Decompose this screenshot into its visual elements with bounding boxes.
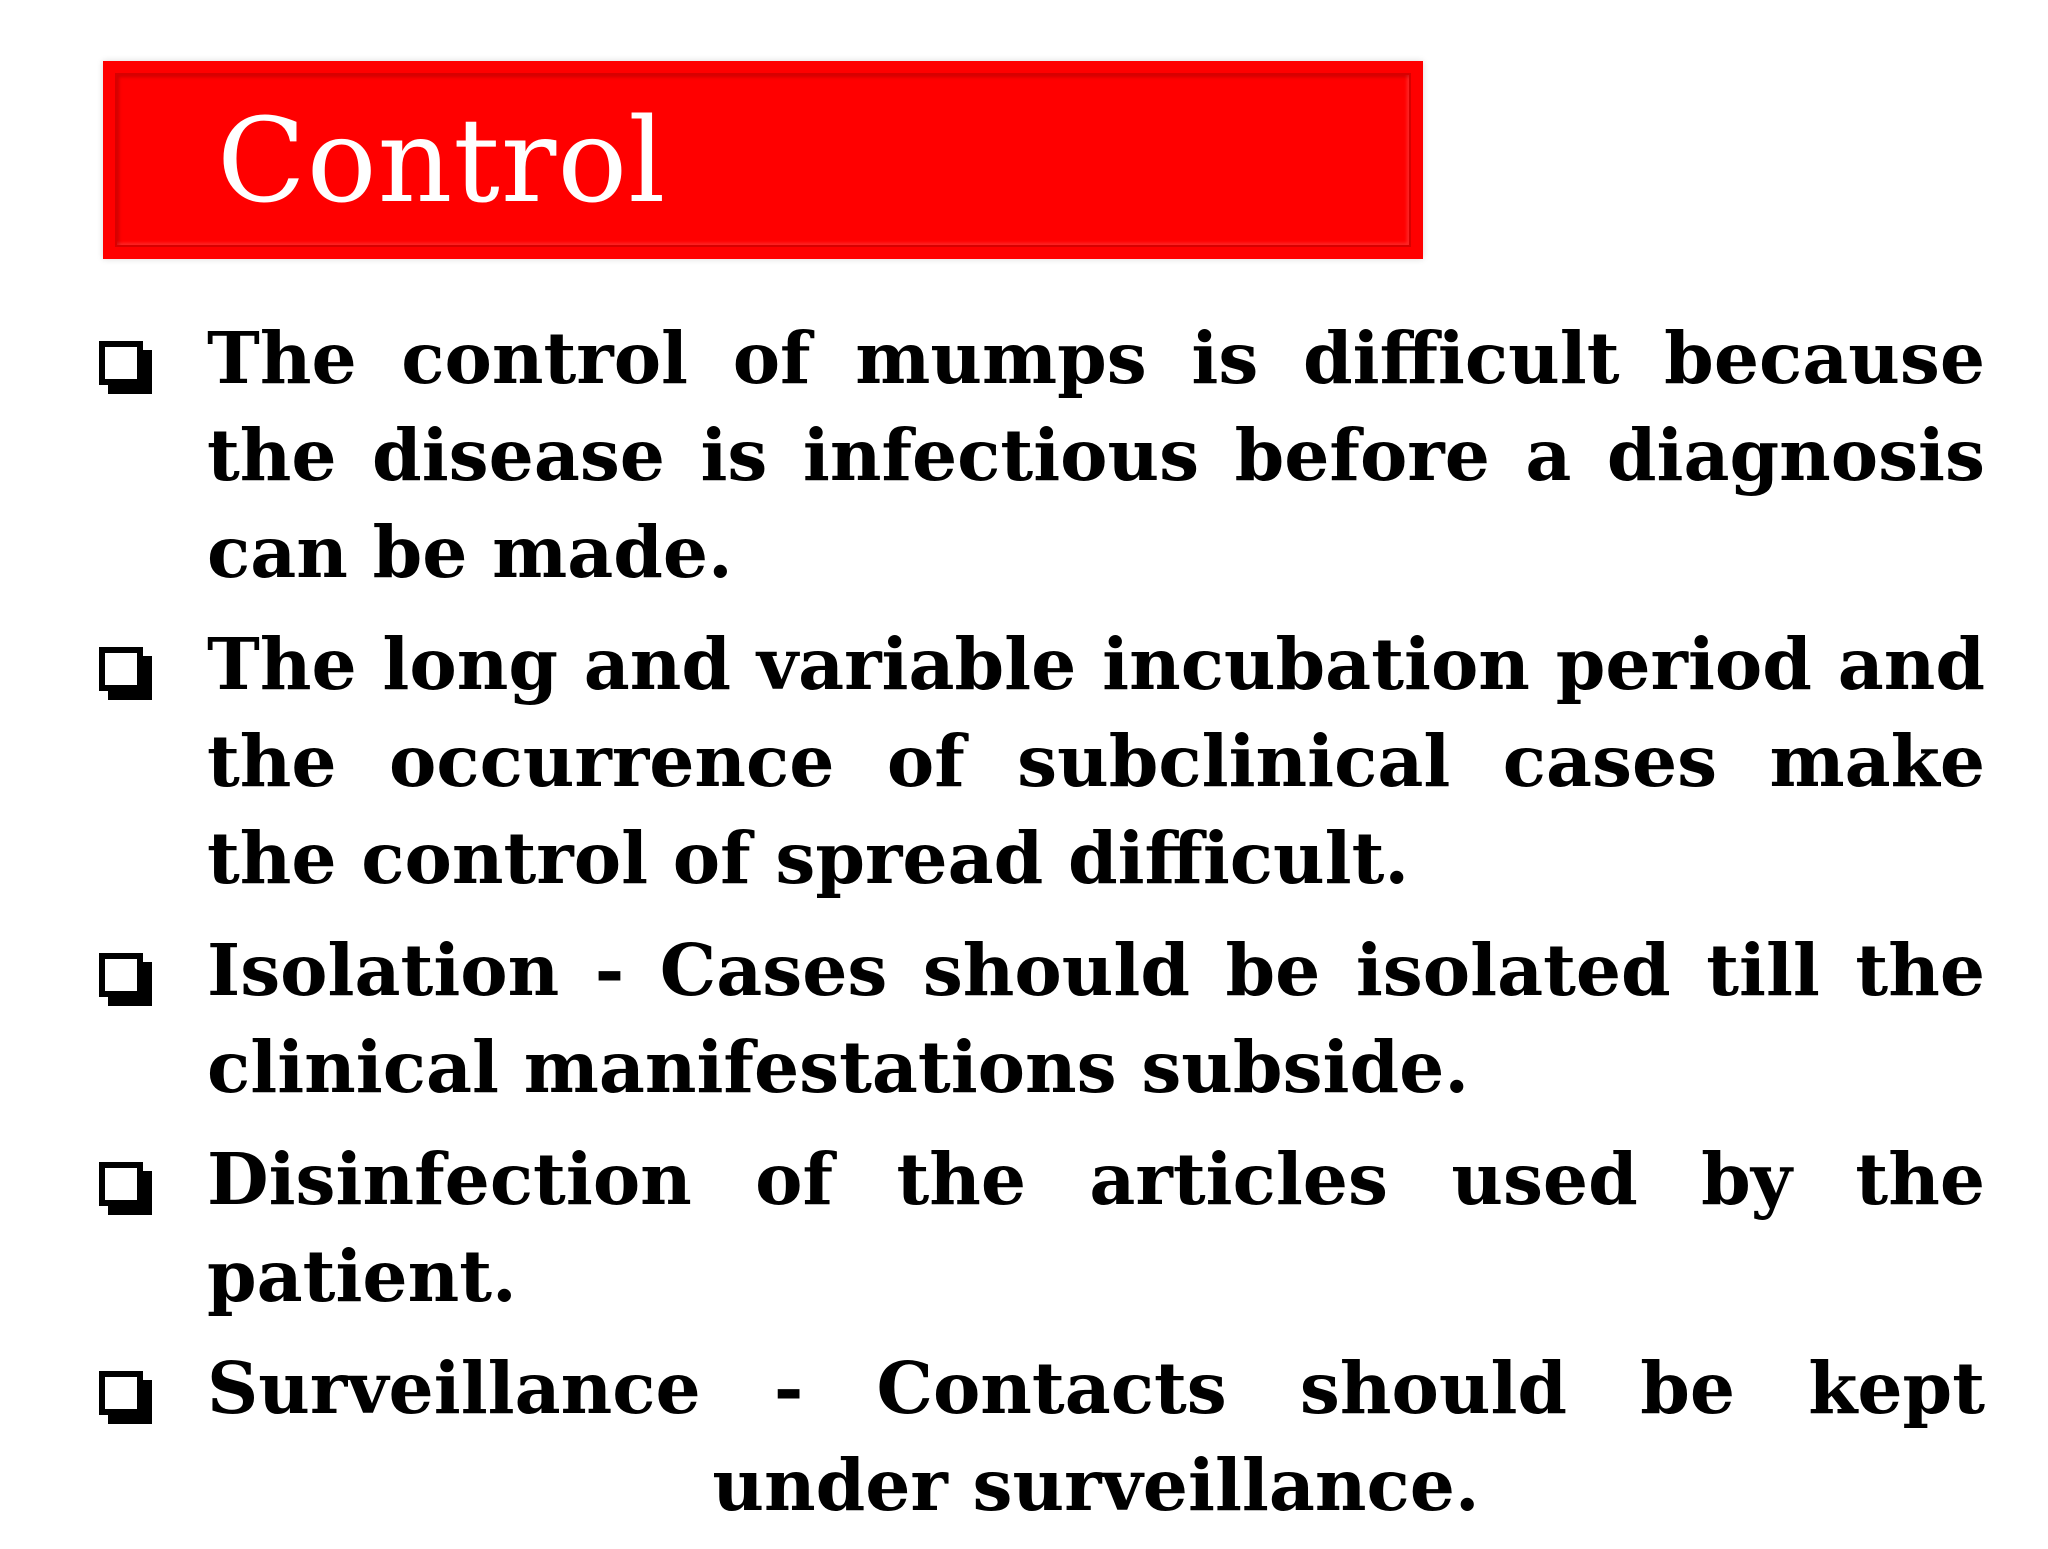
bullet-text: Isolation - Cases should be isolated till the clinical manifestations subside.	[207, 928, 1985, 1109]
bullet-item	[95, 1131, 1985, 1325]
bullet-text: Surveillance - Contacts should be kept under surveillance.	[207, 1346, 1985, 1527]
slide-title: Control	[217, 94, 667, 229]
bullet-item	[95, 616, 1985, 907]
checkbox-square-icon	[99, 1162, 143, 1206]
bullet-list	[95, 310, 1985, 1549]
checkbox-square-icon	[99, 1371, 143, 1415]
bullet-item	[95, 922, 1985, 1116]
checkbox-square-icon	[99, 647, 143, 691]
bullet-text: Disinfection of the articles used by the patient.	[207, 1137, 1985, 1318]
bullet-item	[95, 310, 1985, 601]
bullet-text: The control of mumps is difficult because the disease is infectious before a diagnosis can be made.	[207, 316, 1985, 594]
bullet-text: The long and variable incubation period and the occurrence of subclinical cases make the control of spread difficult.	[207, 622, 1985, 900]
title-bar	[103, 61, 1423, 259]
checkbox-square-icon	[99, 341, 143, 385]
checkbox-square-icon	[99, 953, 143, 997]
bullet-item	[95, 1340, 1985, 1534]
